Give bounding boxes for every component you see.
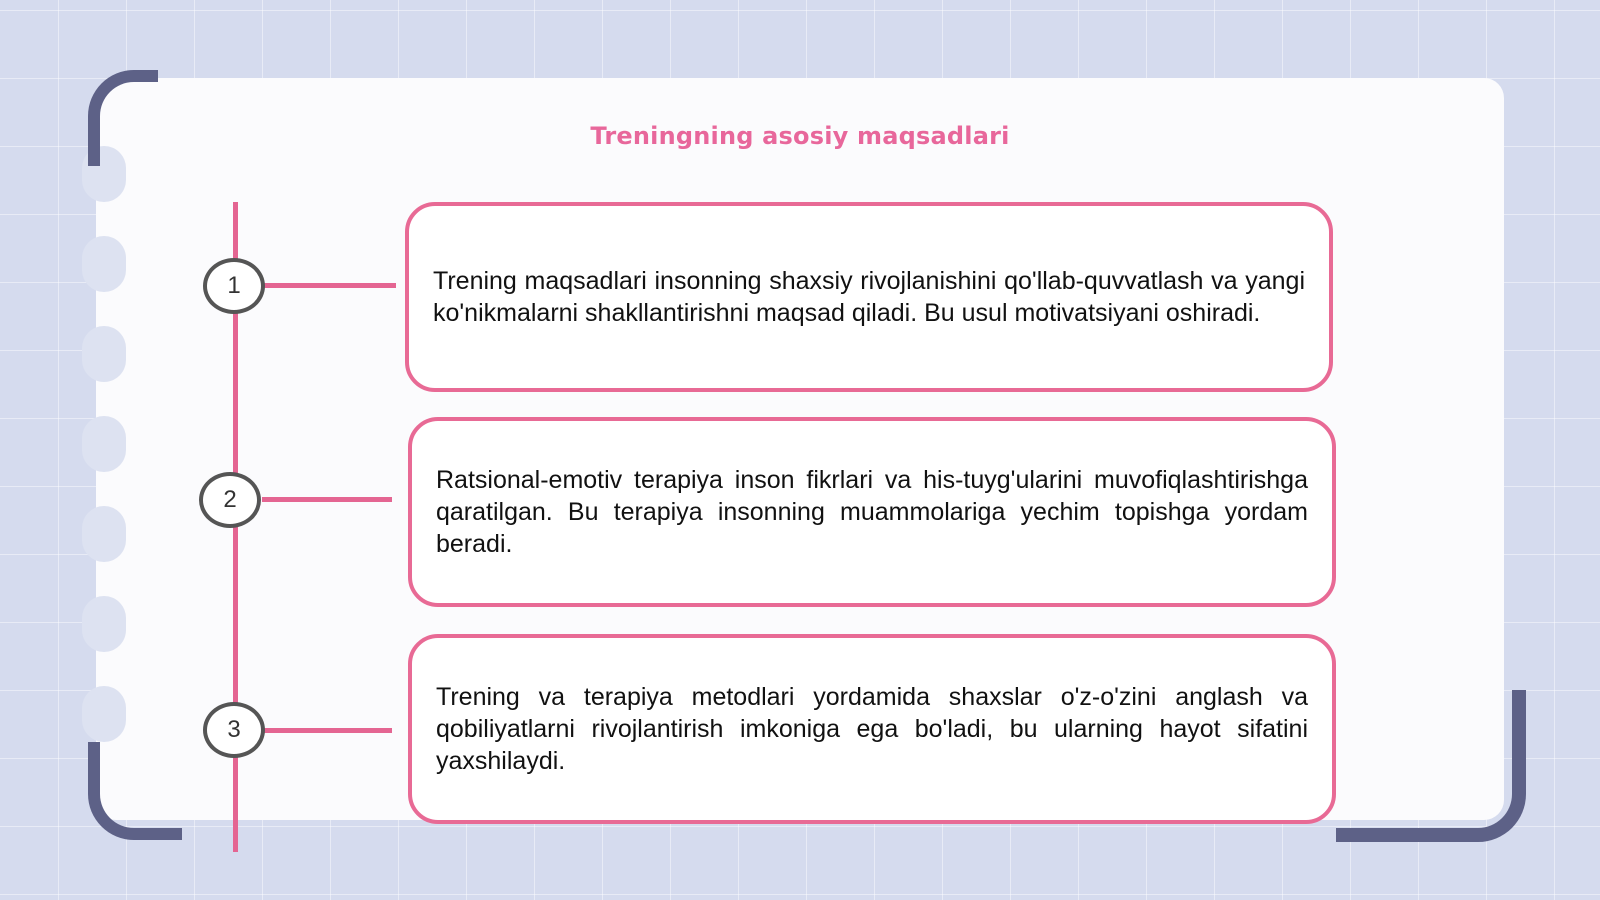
timeline-connector: [262, 283, 396, 288]
goal-text: Trening va terapiya metodlari yordamida shaxslar o'z-o'zini anglash va qobiliyatlarni rivojlantirish imkoniga ega bo'ladi, bu ularning hayot sifatini yaxshilaydi.: [436, 683, 1308, 775]
binder-hole: [82, 326, 126, 382]
binder-hole: [82, 686, 126, 742]
binder-hole: [82, 596, 126, 652]
goal-text: Ratsional-emotiv terapiya inson fikrlari va his-tuyg'ularini muvofiqlashtirishga qaratilgan. Bu terapiya insonning muammolariga yechim topishga yordam beradi.: [436, 466, 1308, 558]
step-number-circle: 3: [203, 702, 265, 758]
step-number-circle: 1: [203, 258, 265, 314]
binder-hole: [82, 236, 126, 292]
binder-hole: [82, 416, 126, 472]
goal-card-1: [405, 202, 1333, 392]
goal-card-2: [408, 417, 1336, 607]
binder-hole: [82, 506, 126, 562]
goal-text: Trening maqsadlari insonning shaxsiy rivojlanishini qo'llab-quvvatlash va yangi ko'nikmalarni shakllantirishni maqsad qiladi. Bu usul motivatsiyani oshiradi.: [433, 267, 1305, 327]
slide-title: Treningning asosiy maqsadlari: [590, 122, 1010, 150]
frame-corner-bottom-right: [1336, 690, 1526, 842]
timeline-connector: [262, 497, 392, 502]
goal-card-3: [408, 634, 1336, 824]
timeline-connector: [262, 728, 392, 733]
frame-corner-bottom-left: [88, 742, 182, 840]
frame-corner-top-left: [88, 70, 158, 166]
step-number-circle: 2: [199, 472, 261, 528]
